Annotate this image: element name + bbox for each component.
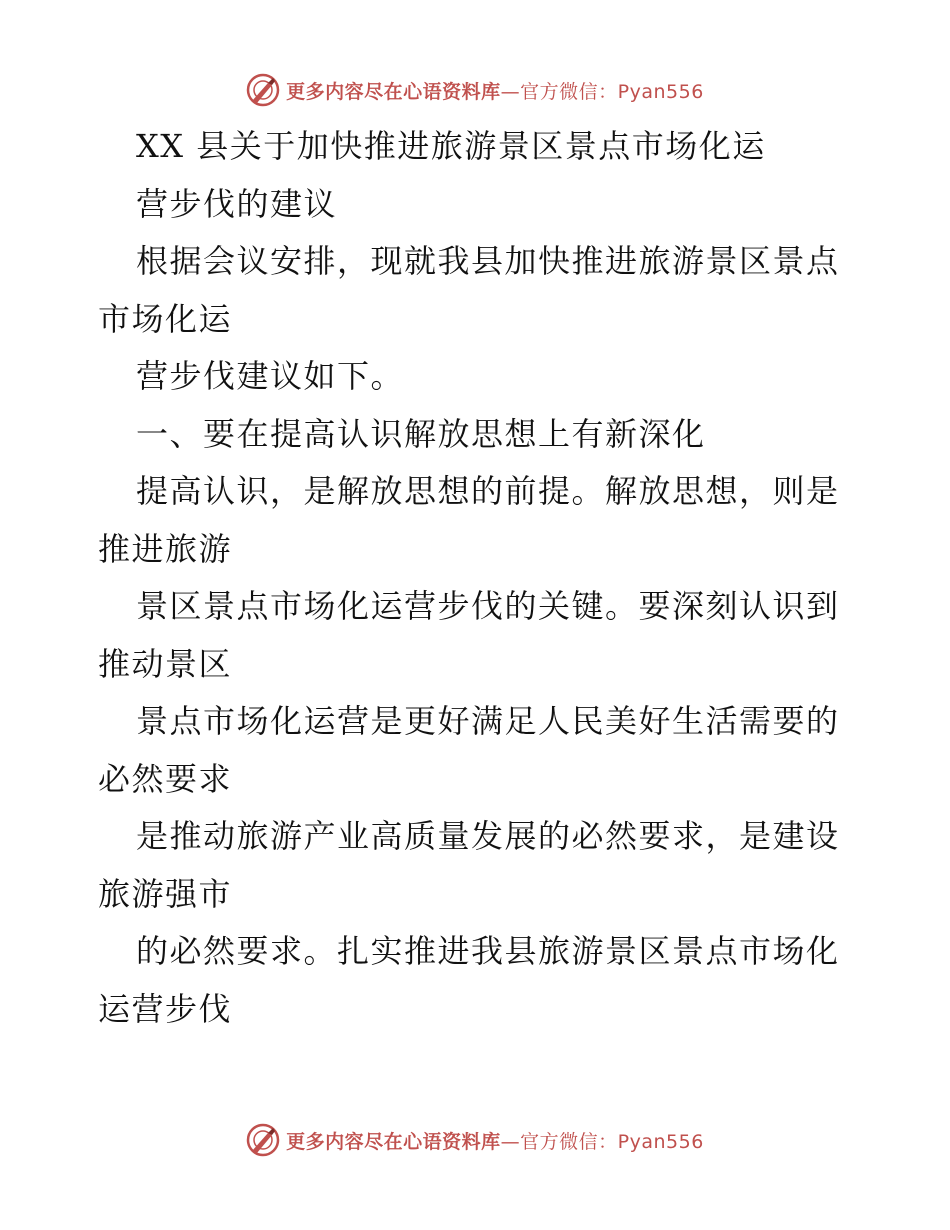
doc-line: 市场化运 bbox=[98, 299, 233, 338]
separator: — bbox=[500, 80, 521, 103]
pen-logo-icon bbox=[246, 73, 280, 107]
doc-line: 根据会议安排，现就我县加快推进旅游景区景点 bbox=[136, 242, 840, 280]
wechat-text: 官方微信：Pyan556 bbox=[520, 1130, 704, 1153]
library-text: 更多内容尽在心语资料库 bbox=[286, 1130, 501, 1153]
wechat-text: 官方微信：Pyan556 bbox=[520, 80, 704, 103]
library-text: 更多内容尽在心语资料库 bbox=[286, 80, 501, 103]
doc-line: XX 县关于加快推进旅游景区景点市场化运 bbox=[136, 127, 766, 165]
header-watermark bbox=[0, 70, 950, 110]
watermark-text bbox=[286, 77, 704, 104]
doc-line: 景区景点市场化运营步伐的关键。要深刻认识到 bbox=[136, 587, 840, 625]
document-body bbox=[98, 118, 858, 1038]
doc-line: 推进旅游 bbox=[98, 529, 233, 568]
pen-logo-icon bbox=[246, 1123, 280, 1157]
footer-watermark bbox=[0, 1120, 950, 1160]
separator: — bbox=[500, 1130, 521, 1153]
doc-line: 提高认识，是解放思想的前提。解放思想，则是 bbox=[136, 472, 840, 510]
doc-line: 营步伐的建议 bbox=[136, 184, 338, 223]
doc-line: 运营步伐 bbox=[98, 989, 233, 1028]
doc-line: 旅游强市 bbox=[98, 874, 233, 913]
doc-line: 景点市场化运营是更好满足人民美好生活需要的 bbox=[136, 702, 840, 740]
doc-line: 的必然要求。扎实推进我县旅游景区景点市场化 bbox=[136, 932, 840, 970]
doc-line: 必然要求 bbox=[98, 759, 233, 798]
watermark-text bbox=[286, 1127, 704, 1154]
doc-line: 推动景区 bbox=[98, 644, 233, 683]
doc-line: 是推动旅游产业高质量发展的必然要求，是建设 bbox=[136, 817, 840, 855]
doc-line: 营步伐建议如下。 bbox=[136, 357, 405, 395]
doc-line: 一、要在提高认识解放思想上有新深化 bbox=[136, 414, 706, 453]
